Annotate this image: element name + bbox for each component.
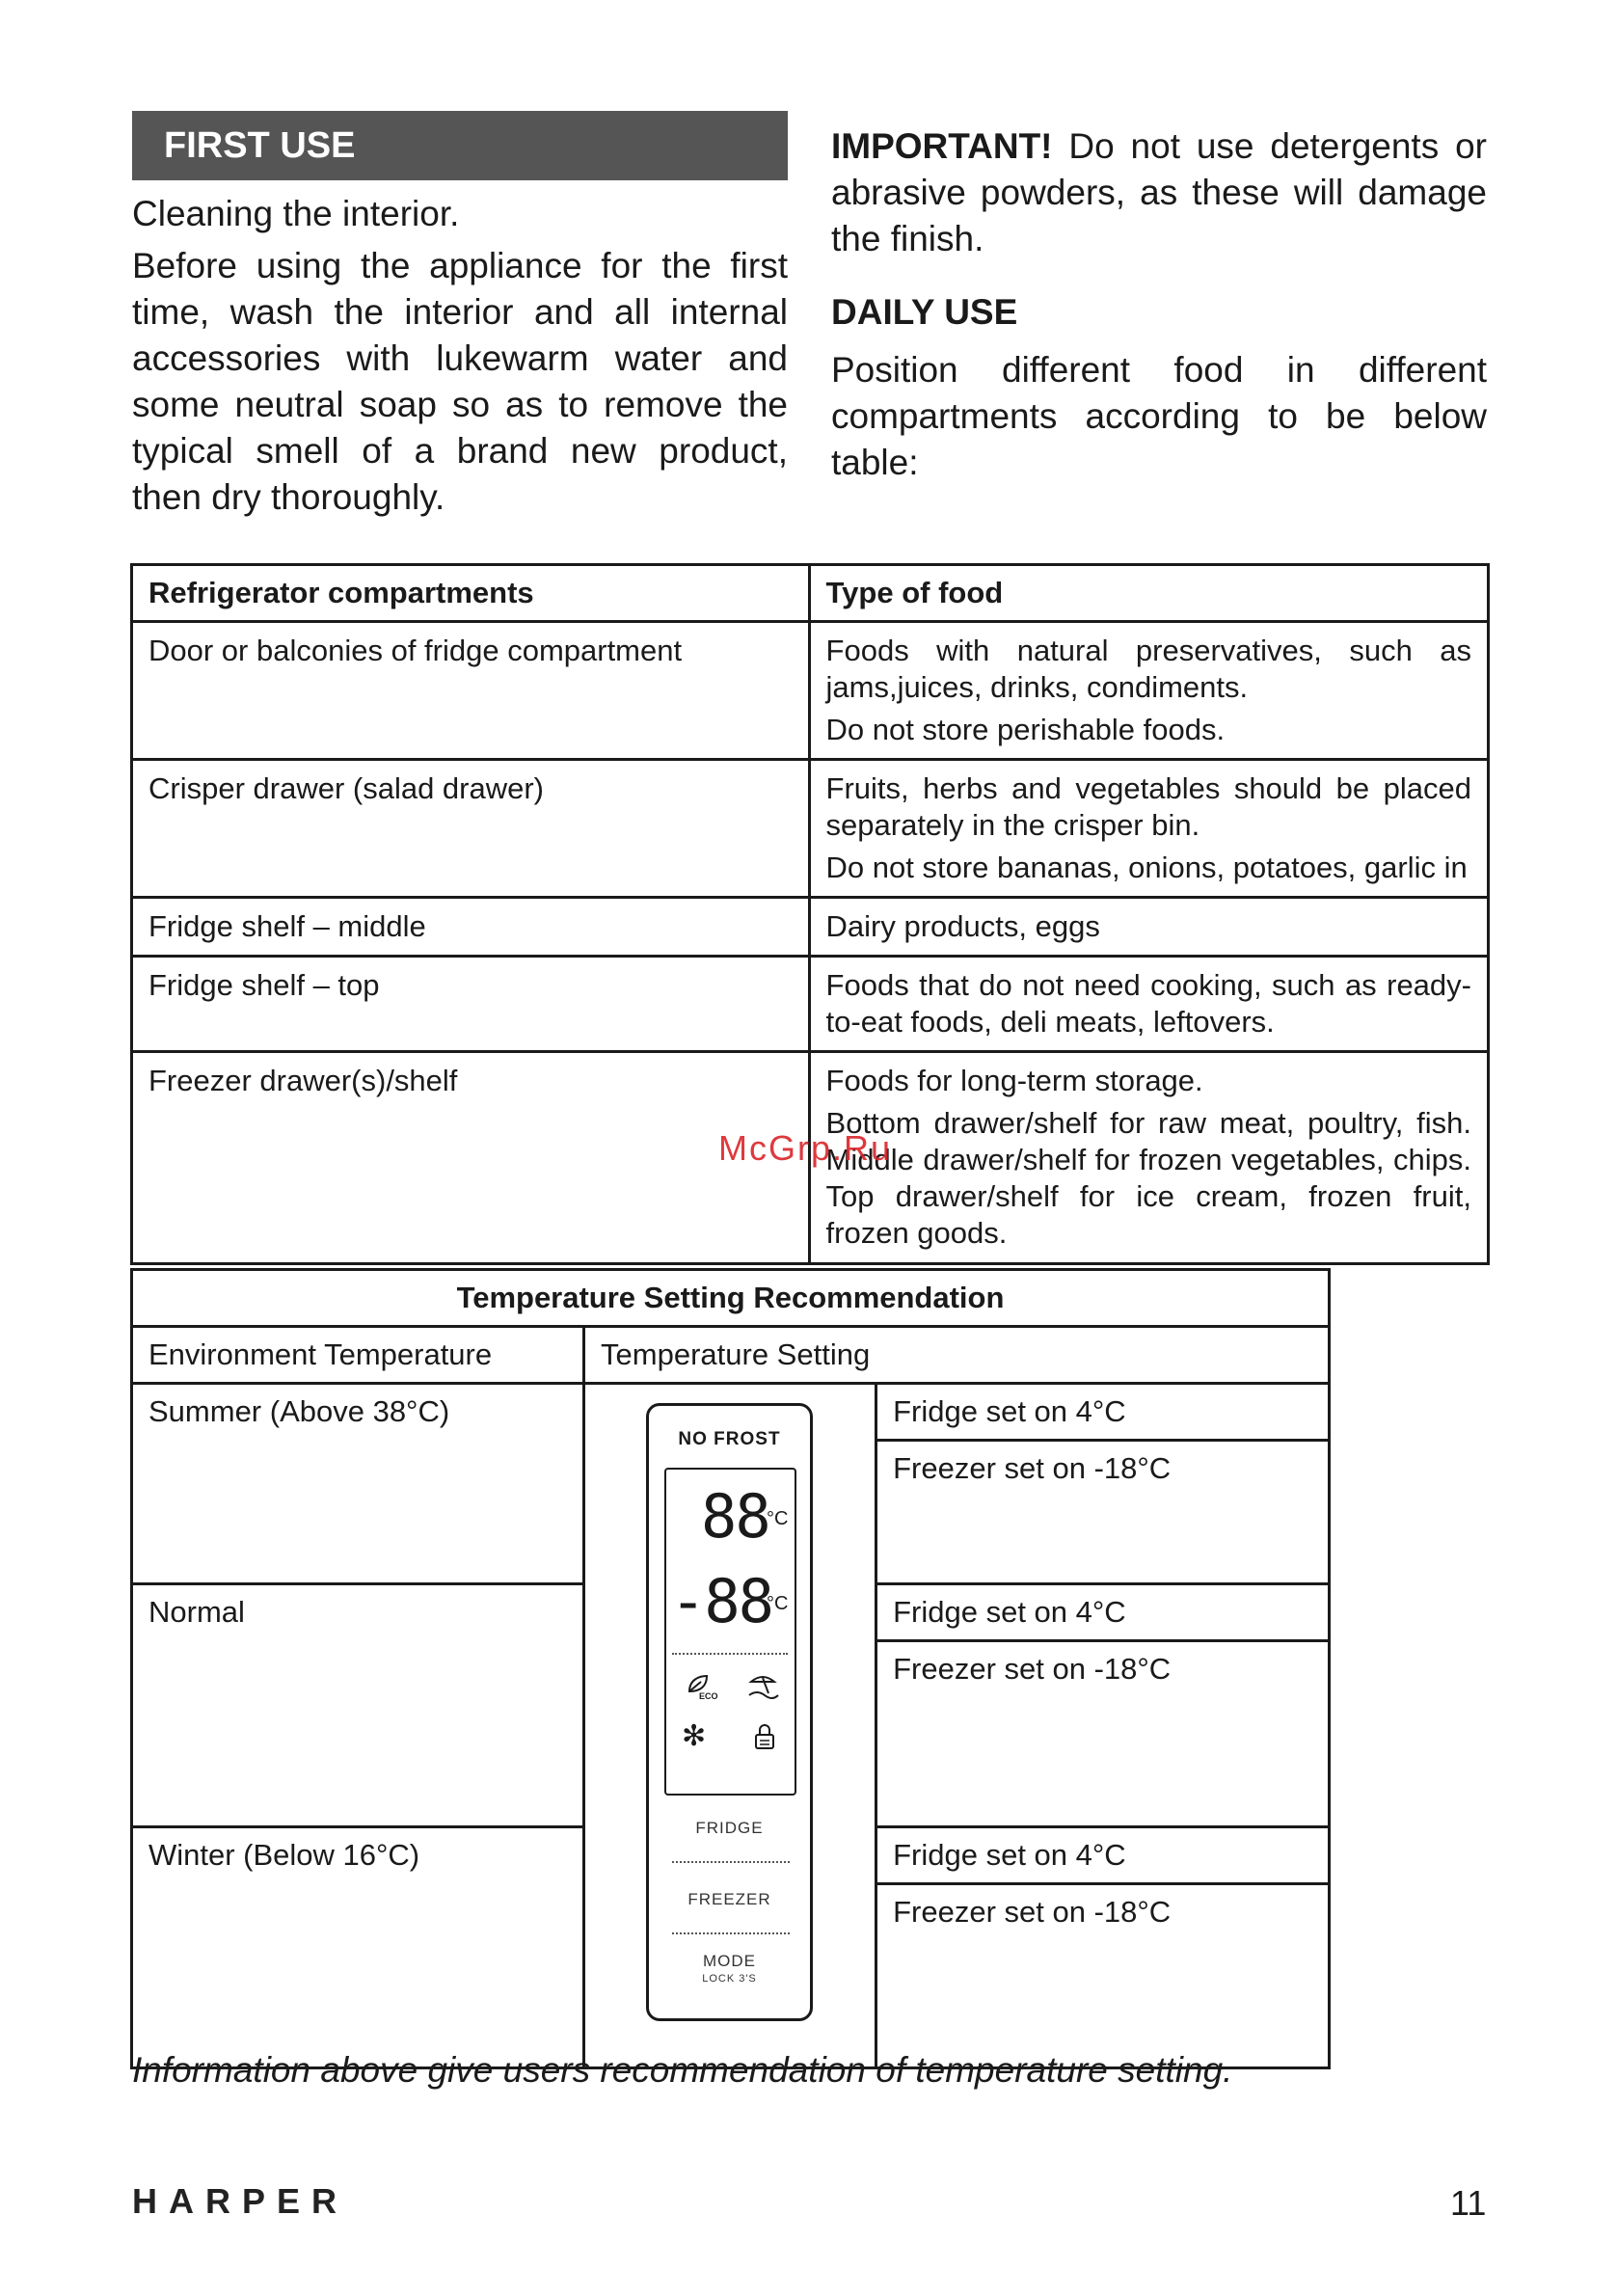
food-cell: Dairy products, eggs: [809, 898, 1488, 957]
first-use-heading: FIRST USE: [132, 111, 788, 180]
snowflake-icon: ✻: [682, 1720, 707, 1752]
compartment-cell: Fridge shelf – top: [132, 957, 810, 1052]
eco-icon: ECO: [684, 1670, 713, 1699]
table-header-row: [132, 565, 1489, 622]
freezer-setting-cell: Freezer set on -18°C: [876, 1441, 1330, 1584]
temperature-table-title: Temperature Setting Recommendation: [132, 1270, 1330, 1327]
column-header-environment: Environment Temperature: [132, 1327, 584, 1384]
food-cell: Foods with natural preservatives, such as jams,juices, drinks, condiments. Do not store perishable foods.: [809, 622, 1488, 760]
daily-use-heading: DAILY USE: [831, 292, 1018, 332]
divider: [672, 1932, 790, 1934]
fridge-setting-cell: Fridge set on 4°C: [876, 1584, 1330, 1641]
freezer-setting-cell: Freezer set on -18°C: [876, 1641, 1330, 1827]
compartment-cell: Door or balconies of fridge compartment: [132, 622, 810, 760]
freezer-button[interactable]: FREEZER: [687, 1890, 771, 1908]
food-cell: Fruits, herbs and vegetables should be placed separately in the crisper bin. Do not store bananas, onions, potatoes, garlic in: [809, 760, 1488, 898]
compartment-cell: Fridge shelf – middle: [132, 898, 810, 957]
display-screen: [664, 1468, 796, 1796]
important-note: [831, 123, 1487, 262]
env-cell: Summer (Above 38°C): [132, 1384, 584, 1584]
column-header-setting: Temperature Setting: [584, 1327, 1330, 1384]
table-row: [132, 957, 1489, 1052]
important-text: Do not use detergents or abrasive powders, as these will damage the finish.: [831, 126, 1487, 258]
fridge-temp-digits: 88: [701, 1481, 769, 1552]
page-number: 11: [1450, 2183, 1487, 2223]
important-label: IMPORTANT!: [831, 126, 1053, 166]
first-use-subheading: Cleaning the interior.: [132, 194, 460, 233]
table-row: [132, 622, 1489, 760]
food-cell: Foods that do not need cooking, such as ready-to-eat foods, deli meats, leftovers.: [809, 957, 1488, 1052]
no-frost-label: NO FROST: [678, 1429, 781, 1449]
compartment-cell: Freezer drawer(s)/shelf: [132, 1052, 810, 1264]
fridge-setting-cell: Fridge set on 4°C: [876, 1384, 1330, 1441]
fridge-unit: °C: [767, 1508, 789, 1529]
env-cell: Normal: [132, 1584, 584, 1827]
brand-logo: HARPER: [132, 2181, 349, 2221]
freezer-temp-digits: -88: [670, 1566, 772, 1636]
table-row: [132, 898, 1489, 957]
column-header-compartment: Refrigerator compartments: [132, 565, 810, 622]
food-cell: Foods for long-term storage. Bottom drawer/shelf for raw meat, poultry, fish. Middle drawer/shelf for frozen vegetables, chips. Top drawer/shelf for ice cream, frozen fruit, frozen goods.: [809, 1052, 1488, 1264]
holiday-icon: [747, 1672, 780, 1699]
watermark: McGrp.Ru: [718, 1128, 893, 1168]
freezer-setting-cell: Freezer set on -18°C: [876, 1884, 1330, 2068]
footnote: Information above give users recommendation of temperature setting.: [132, 2050, 1233, 2090]
fridge-button[interactable]: FRIDGE: [695, 1819, 764, 1837]
mode-lock-label: LOCK 3'S: [702, 1973, 757, 1985]
table-row: [132, 760, 1489, 898]
fridge-setting-cell: Fridge set on 4°C: [876, 1827, 1330, 1884]
env-cell: Winter (Below 16°C): [132, 1827, 584, 2068]
lock-icon: [753, 1722, 776, 1751]
freezer-unit: °C: [767, 1593, 789, 1614]
divider: [672, 1653, 788, 1655]
first-use-body: Before using the appliance for the first time, wash the interior and all internal accessories with lukewarm water and some neutral soap so as to remove the typical smell of a brand new product, then dry thoroughly.: [132, 246, 788, 517]
control-panel: [646, 1403, 813, 2021]
compartment-cell: Crisper drawer (salad drawer): [132, 760, 810, 898]
daily-use-body: Position different food in different compartments according to be below table:: [831, 350, 1487, 482]
mode-button[interactable]: MODE: [703, 1952, 756, 1970]
divider: [672, 1861, 790, 1863]
column-header-food: Type of food: [809, 565, 1488, 622]
